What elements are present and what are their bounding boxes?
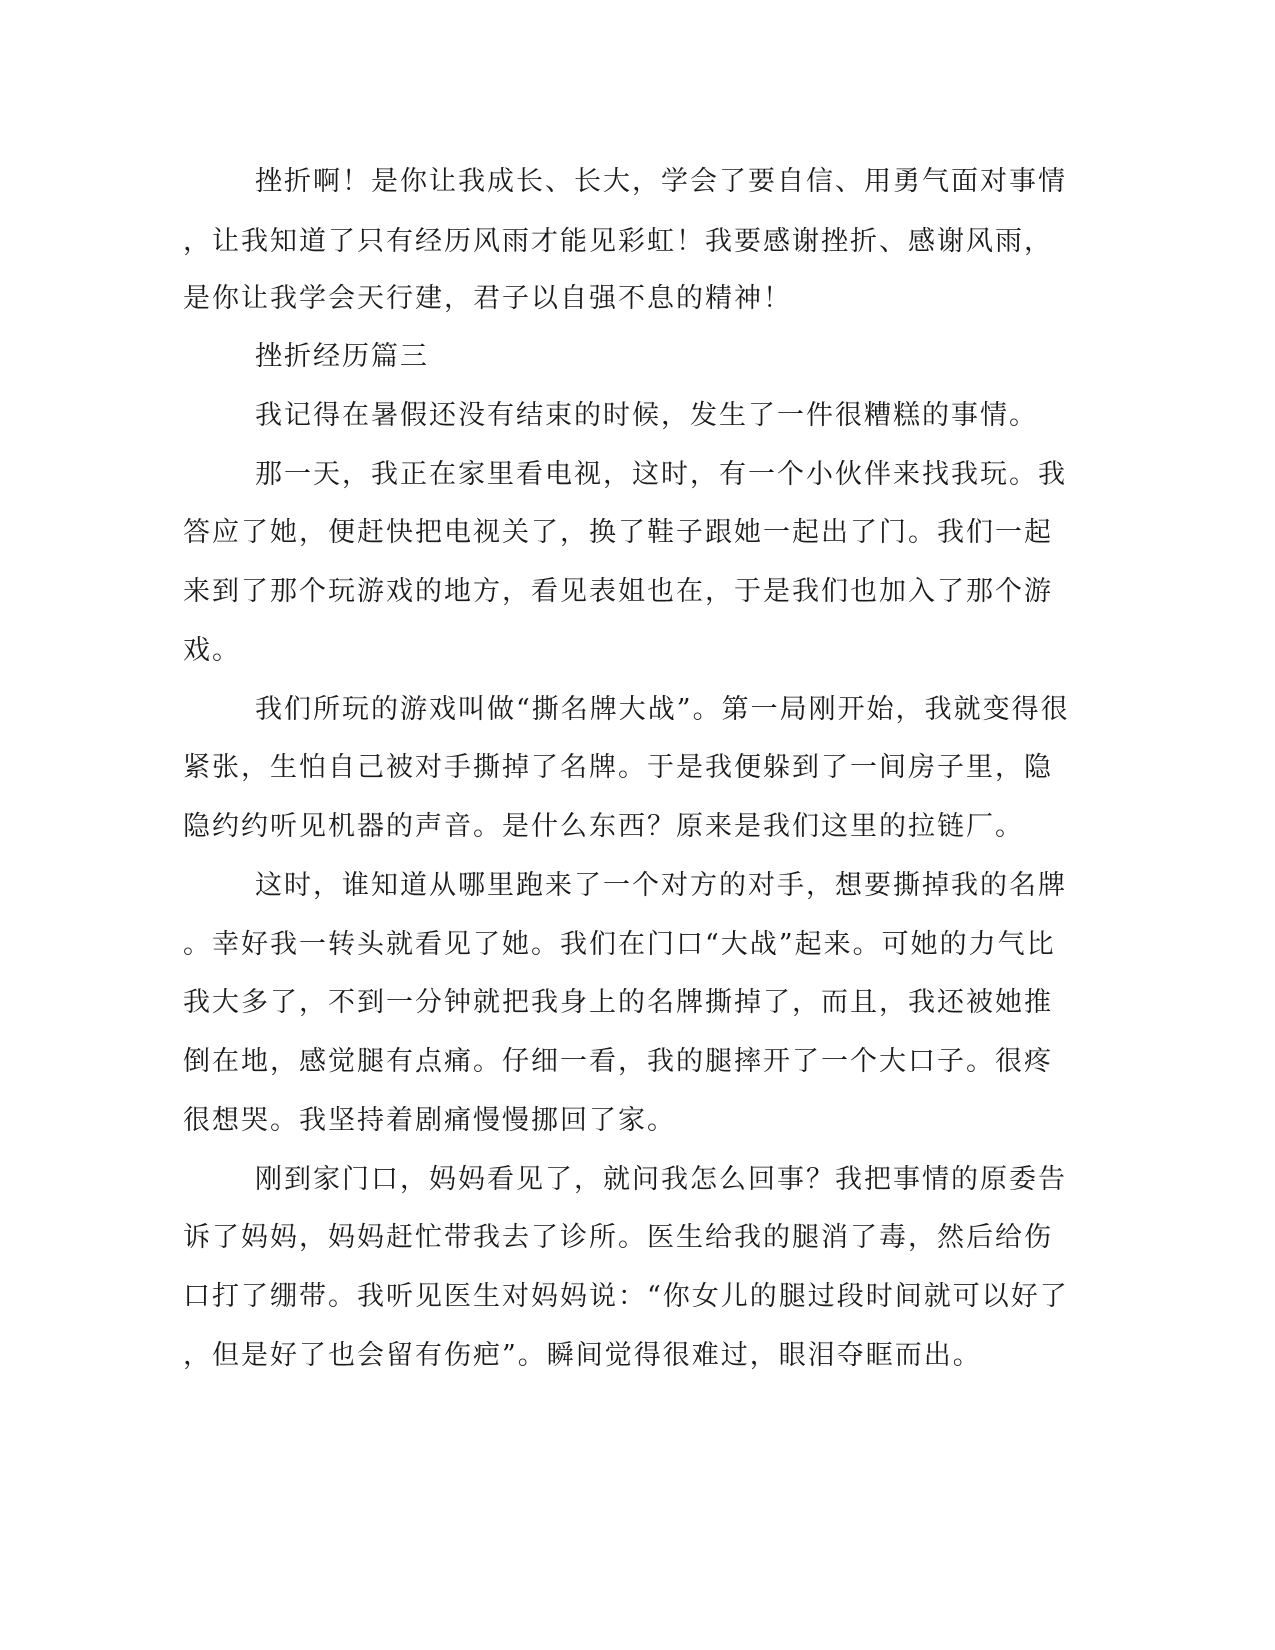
paragraph-3-line-4: 戏。 bbox=[183, 635, 241, 666]
paragraph-3-line-3: 来到了那个玩游戏的地方，看见表姐也在，于是我们也加入了那个游 bbox=[183, 576, 1053, 607]
section-heading: 挫折经历篇三 bbox=[255, 341, 429, 372]
paragraph-1-line-2: ，让我知道了只有经历风雨才能见彩虹！我要感谢挫折、感谢风雨， bbox=[183, 226, 1053, 257]
paragraph-4-line-1: 我们所玩的游戏叫做“撕名牌大战”。第一局刚开始，我就变得很 bbox=[255, 694, 1070, 725]
paragraph-5-line-1: 这时，谁知道从哪里跑来了一个对方的对手，想要撕掉我的名牌 bbox=[255, 870, 1067, 901]
paragraph-6-line-3: 口打了绷带。我听见医生对妈妈说：“你女儿的腿过段时间就可以好了 bbox=[183, 1281, 1069, 1312]
paragraph-2-line-1: 我记得在暑假还没有结束的时候，发生了一件很糟糕的事情。 bbox=[255, 400, 1038, 431]
paragraph-5-line-4: 倒在地，感觉腿有点痛。仔细一看，我的腿摔开了一个大口子。很疼 bbox=[183, 1046, 1053, 1077]
paragraph-3-line-2: 答应了她，便赶快把电视关了，换了鞋子跟她一起出了门。我们一起 bbox=[183, 517, 1053, 548]
paragraph-5-line-5: 很想哭。我坚持着剧痛慢慢挪回了家。 bbox=[183, 1105, 676, 1136]
paragraph-1-line-3: 是你让我学会天行建，君子以自强不息的精神！ bbox=[183, 283, 792, 314]
paragraph-6-line-1: 刚到家门口，妈妈看见了，就问我怎么回事？我把事情的原委告 bbox=[255, 1164, 1067, 1195]
paragraph-6-line-2: 诉了妈妈，妈妈赶忙带我去了诊所。医生给我的腿消了毒，然后给伤 bbox=[183, 1222, 1053, 1253]
paragraph-1-line-1: 挫折啊！是你让我成长、长大，学会了要自信、用勇气面对事情 bbox=[255, 166, 1067, 197]
paragraph-4-line-2: 紧张，生怕自己被对手撕掉了名牌。于是我便躲到了一间房子里，隐 bbox=[183, 752, 1053, 783]
paragraph-5-line-2: 。幸好我一转头就看见了她。我们在门口“大战”起来。可她的力气比 bbox=[183, 929, 1056, 960]
paragraph-3-line-1: 那一天，我正在家里看电视，这时，有一个小伙伴来找我玩。我 bbox=[255, 459, 1067, 490]
paragraph-5-line-3: 我大多了，不到一分钟就把我身上的名牌撕掉了，而且，我还被她推 bbox=[183, 987, 1053, 1018]
paragraph-4-line-3: 隐约约听见机器的声音。是什么东西？原来是我们这里的拉链厂。 bbox=[183, 811, 1024, 842]
paragraph-6-line-4: ，但是好了也会留有伤疤”。瞬间觉得很难过，眼泪夺眶而出。 bbox=[183, 1340, 982, 1371]
